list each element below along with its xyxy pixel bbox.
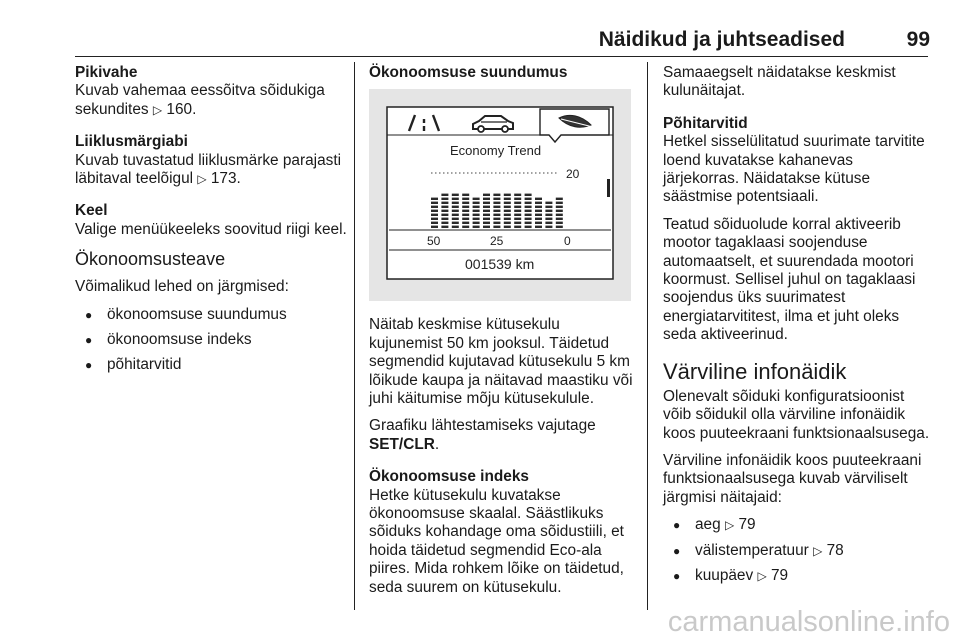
bar-segment xyxy=(556,222,563,224)
bar-segment xyxy=(483,222,490,224)
bar-segment xyxy=(535,202,542,204)
ref-arrow-icon: ▷ xyxy=(757,568,767,583)
bar-segment xyxy=(535,214,542,216)
bar-segment xyxy=(504,222,511,224)
ref-arrow-icon: ▷ xyxy=(152,102,163,117)
teatud-text: Teatud sõiduolude korral aktiveerib mootor tagaklaasi soojenduse automaatselt, et suurendada mootori koormust. Sellisel juhul on tagaklaasi soojendus üks suurimatest energiatarvititest, ilma et juht oleks seda aktiveerinud. xyxy=(663,215,916,344)
column-1 xyxy=(75,64,347,382)
bar-segment xyxy=(535,222,542,224)
bar-segment xyxy=(431,226,438,228)
bar-segment xyxy=(483,202,490,204)
axis-label-50: 50 xyxy=(427,234,441,249)
bar-segment xyxy=(441,198,448,200)
pikivahe-title: Pikivahe xyxy=(75,64,138,81)
bar-segment xyxy=(525,198,532,200)
list-item xyxy=(663,516,933,534)
bar-segment xyxy=(441,226,448,228)
bar-segment xyxy=(452,198,459,200)
bar-segment xyxy=(545,218,552,220)
bar-segment xyxy=(525,226,532,228)
oko-heading: Ökonoomsusteave xyxy=(75,249,226,270)
bar-segment xyxy=(556,210,563,212)
section-indeks xyxy=(369,468,637,597)
bar-segment xyxy=(545,226,552,228)
trend-bar xyxy=(462,194,469,228)
bar-segment xyxy=(441,210,448,212)
pohi-title: Põhitarvitid xyxy=(663,114,748,132)
bar-segment xyxy=(493,210,500,212)
trend-bar xyxy=(493,194,500,228)
pikivahe-ref[interactable]: 160. xyxy=(166,100,197,118)
bar-segment xyxy=(525,218,532,220)
bar-segment xyxy=(462,206,469,208)
bar-segment xyxy=(535,198,542,200)
bar-segment xyxy=(525,202,532,204)
bar-segment xyxy=(462,198,469,200)
bar-segment xyxy=(431,214,438,216)
trend-bar xyxy=(525,194,532,228)
bar-segment xyxy=(441,206,448,208)
bar-segment xyxy=(556,198,563,200)
bar-segment xyxy=(504,198,511,200)
bar-segment xyxy=(556,206,563,208)
bar-segment xyxy=(462,210,469,212)
bar-segment xyxy=(462,214,469,216)
bar-segment xyxy=(441,218,448,220)
liiklus-title: Liiklusmärgiabi xyxy=(75,133,188,151)
bar-segment xyxy=(535,226,542,228)
bar-segment xyxy=(514,194,521,196)
bar-segment xyxy=(556,214,563,216)
bar-segment xyxy=(545,214,552,216)
bar-segment xyxy=(514,202,521,204)
column-2 xyxy=(369,64,637,606)
column-divider-2 xyxy=(647,62,648,610)
bar-segment xyxy=(452,226,459,228)
bar-segment xyxy=(514,222,521,224)
trend-bar xyxy=(504,194,511,228)
trend-bar xyxy=(483,194,490,228)
bar-segment xyxy=(473,218,480,220)
col3-intro: Samaaegselt näidatakse keskmist kulunäitajat. xyxy=(663,64,896,100)
liiklus-text: Kuvab tuvastatud liiklusmärke parajasti läbitaval teelõigul xyxy=(75,151,342,188)
bar-segment xyxy=(504,206,511,208)
bar-segment xyxy=(493,198,500,200)
odometer-value: 001539 km xyxy=(465,256,535,273)
bar-segment xyxy=(493,206,500,208)
section-pohi xyxy=(663,115,933,207)
bar-segment xyxy=(525,222,532,224)
bar-segment xyxy=(452,194,459,196)
bullet-label: välistemperatuur xyxy=(695,541,809,559)
oko-intro: Võimalikud lehed on järgmised: xyxy=(75,278,289,296)
reset-paragraph: Graafiku lähtestamiseks vajutage SET/CLR. xyxy=(369,417,596,453)
bar-segment xyxy=(535,218,542,220)
axis-label-0: 0 xyxy=(564,234,571,249)
indeks-text: Hetke kütusekulu kuvatakse ökonoomsuse skaalal. Säästlikuks sõiduks kohandage oma sõidustiili, et hoida täidetud segmendid Eco-ala piires. Mida rohkem lõike on täidetud, seda suurem on kütusekulu. xyxy=(369,486,624,596)
bar-segment xyxy=(462,226,469,228)
bar-segment xyxy=(483,198,490,200)
bar-segment xyxy=(504,214,511,216)
trend-bar xyxy=(514,194,521,228)
bar-segment xyxy=(493,218,500,220)
varv-text: Olenevalt sõiduki konfiguratsioonist võib sõidukil olla värviline infonäidik koos puuteekraani funktsionaalsusega. xyxy=(663,387,930,442)
bullet-ref[interactable]: 79 xyxy=(738,516,756,534)
bar-segment xyxy=(452,206,459,208)
bar-segment xyxy=(452,202,459,204)
bar-segment xyxy=(514,206,521,208)
bar-segment xyxy=(452,214,459,216)
bar-segment xyxy=(504,210,511,212)
bar-segment xyxy=(525,194,532,196)
bar-segment xyxy=(535,210,542,212)
section-pikivahe xyxy=(75,64,347,119)
bar-segment xyxy=(545,206,552,208)
bar-segment xyxy=(441,222,448,224)
bar-segment xyxy=(473,202,480,204)
bullet-ref[interactable]: 79 xyxy=(771,566,789,584)
ref-arrow-icon: ▷ xyxy=(197,172,207,187)
trend-bar xyxy=(441,194,448,228)
bar-segment xyxy=(483,206,490,208)
bar-segment xyxy=(441,202,448,204)
bar-segment xyxy=(545,210,552,212)
page-number: 99 xyxy=(906,28,930,51)
bar-segment xyxy=(462,202,469,204)
bar-segment xyxy=(556,218,563,220)
bar-segment xyxy=(483,194,490,196)
pohi-text: Hetkel sisselülitatud suurimate tarvitite loend kuvatakse kahanevas järjekorras. Näidatakse kütuse säästmise potentsiaali. xyxy=(663,133,925,206)
bar-segment xyxy=(441,194,448,196)
economy-trend-figure xyxy=(369,89,631,301)
bar-segment xyxy=(514,226,521,228)
bar-segment xyxy=(493,226,500,228)
bar-segment xyxy=(514,198,521,200)
bar-segment xyxy=(493,222,500,224)
ref-arrow-icon: ▷ xyxy=(813,543,823,558)
bar-segment xyxy=(504,218,511,220)
bullet-label: aeg xyxy=(695,516,721,534)
indeks-title: Ökonoomsuse indeks xyxy=(369,468,529,486)
bar-segment xyxy=(473,198,480,200)
bullet-label: kuupäev xyxy=(695,566,754,584)
bar-segment xyxy=(493,194,500,196)
liiklus-ref[interactable]: 173. xyxy=(210,170,241,188)
keel-title: Keel xyxy=(75,202,108,220)
scale-top-label: 20 xyxy=(566,167,580,182)
page-title: Näidikud ja juhtseadised xyxy=(598,28,845,51)
bar-segment xyxy=(535,206,542,208)
bullet-ref[interactable]: 78 xyxy=(826,541,844,559)
varv-heading: Värviline infonäidik xyxy=(663,358,847,384)
bar-segment xyxy=(462,194,469,196)
section-liiklus xyxy=(75,133,347,188)
economy-trend-display xyxy=(369,89,631,301)
varv-text2: Värviline infonäidik koos puuteekraani funktsionaalsusega kuvab värviliselt järgmisi näitajaid: xyxy=(663,451,922,506)
bar-segment xyxy=(473,206,480,208)
bar-segment xyxy=(431,210,438,212)
bar-segment xyxy=(493,214,500,216)
axis-label-25: 25 xyxy=(490,234,504,249)
reset-key: SET/CLR xyxy=(369,435,435,453)
keel-text: Valige menüükeeleks soovitud riigi keel. xyxy=(75,220,347,238)
bar-segment xyxy=(473,210,480,212)
bar-segment xyxy=(556,202,563,204)
bar-segment xyxy=(525,210,532,212)
bar-segment xyxy=(431,218,438,220)
bar-segment xyxy=(483,226,490,228)
header-rule xyxy=(75,56,928,57)
bar-segment xyxy=(431,206,438,208)
bar-segment xyxy=(483,214,490,216)
bar-segment xyxy=(483,218,490,220)
bar-segment xyxy=(525,214,532,216)
bar-segment xyxy=(545,222,552,224)
bar-segment xyxy=(493,202,500,204)
bar-segment xyxy=(473,214,480,216)
bar-segment xyxy=(441,214,448,216)
suund-title: Ökonoomsuse suundumus xyxy=(369,64,568,81)
pikivahe-text: Kuvab vahemaa eessõitva sõidukiga sekundites xyxy=(75,82,325,118)
bar-segment xyxy=(514,214,521,216)
column-3 xyxy=(663,64,933,592)
list-item: ● ökonoomsuse suundumus xyxy=(75,306,347,324)
figure-label: Economy Trend xyxy=(450,143,542,159)
ref-arrow-icon: ▷ xyxy=(724,518,735,533)
bar-segment xyxy=(452,222,459,224)
bar-segment xyxy=(473,222,480,224)
bar-segment xyxy=(545,202,552,204)
reset-text: Graafiku lähtestamiseks vajutage xyxy=(369,417,596,435)
bar-segment xyxy=(452,210,459,212)
bar-segment xyxy=(514,210,521,212)
trend-bar xyxy=(452,194,459,228)
bar-segment xyxy=(504,226,511,228)
bar-segment xyxy=(483,210,490,212)
section-keel xyxy=(75,202,347,239)
scroll-indicator xyxy=(607,179,610,197)
bar-segment xyxy=(452,218,459,220)
suund-text: Näitab keskmise kütusekulu kujunemist 50 km jooksul. Täidetud segmendid kujutavad kütusekulu 5 km lõikude kaupa ja näitavad maastiku või juhi käitumise mõju kütusekulule. xyxy=(369,316,633,408)
bar-segment xyxy=(431,222,438,224)
bar-segment xyxy=(504,194,511,196)
bar-segment xyxy=(462,218,469,220)
list-item: ● põhitarvitid xyxy=(75,356,347,374)
list-item: ● ökonoomsuse indeks xyxy=(75,331,347,349)
bar-segment xyxy=(462,222,469,224)
bar-segment xyxy=(556,226,563,228)
bar-segment xyxy=(504,202,511,204)
bar-segment xyxy=(431,202,438,204)
page-header xyxy=(0,28,960,58)
bar-segment xyxy=(525,206,532,208)
list-item xyxy=(663,567,933,585)
watermark: carmanualsonline.info xyxy=(667,606,950,638)
bar-segment xyxy=(473,226,480,228)
column-divider-1 xyxy=(354,62,355,610)
bar-segment xyxy=(431,198,438,200)
bar-segment xyxy=(514,218,521,220)
list-item xyxy=(663,542,933,560)
